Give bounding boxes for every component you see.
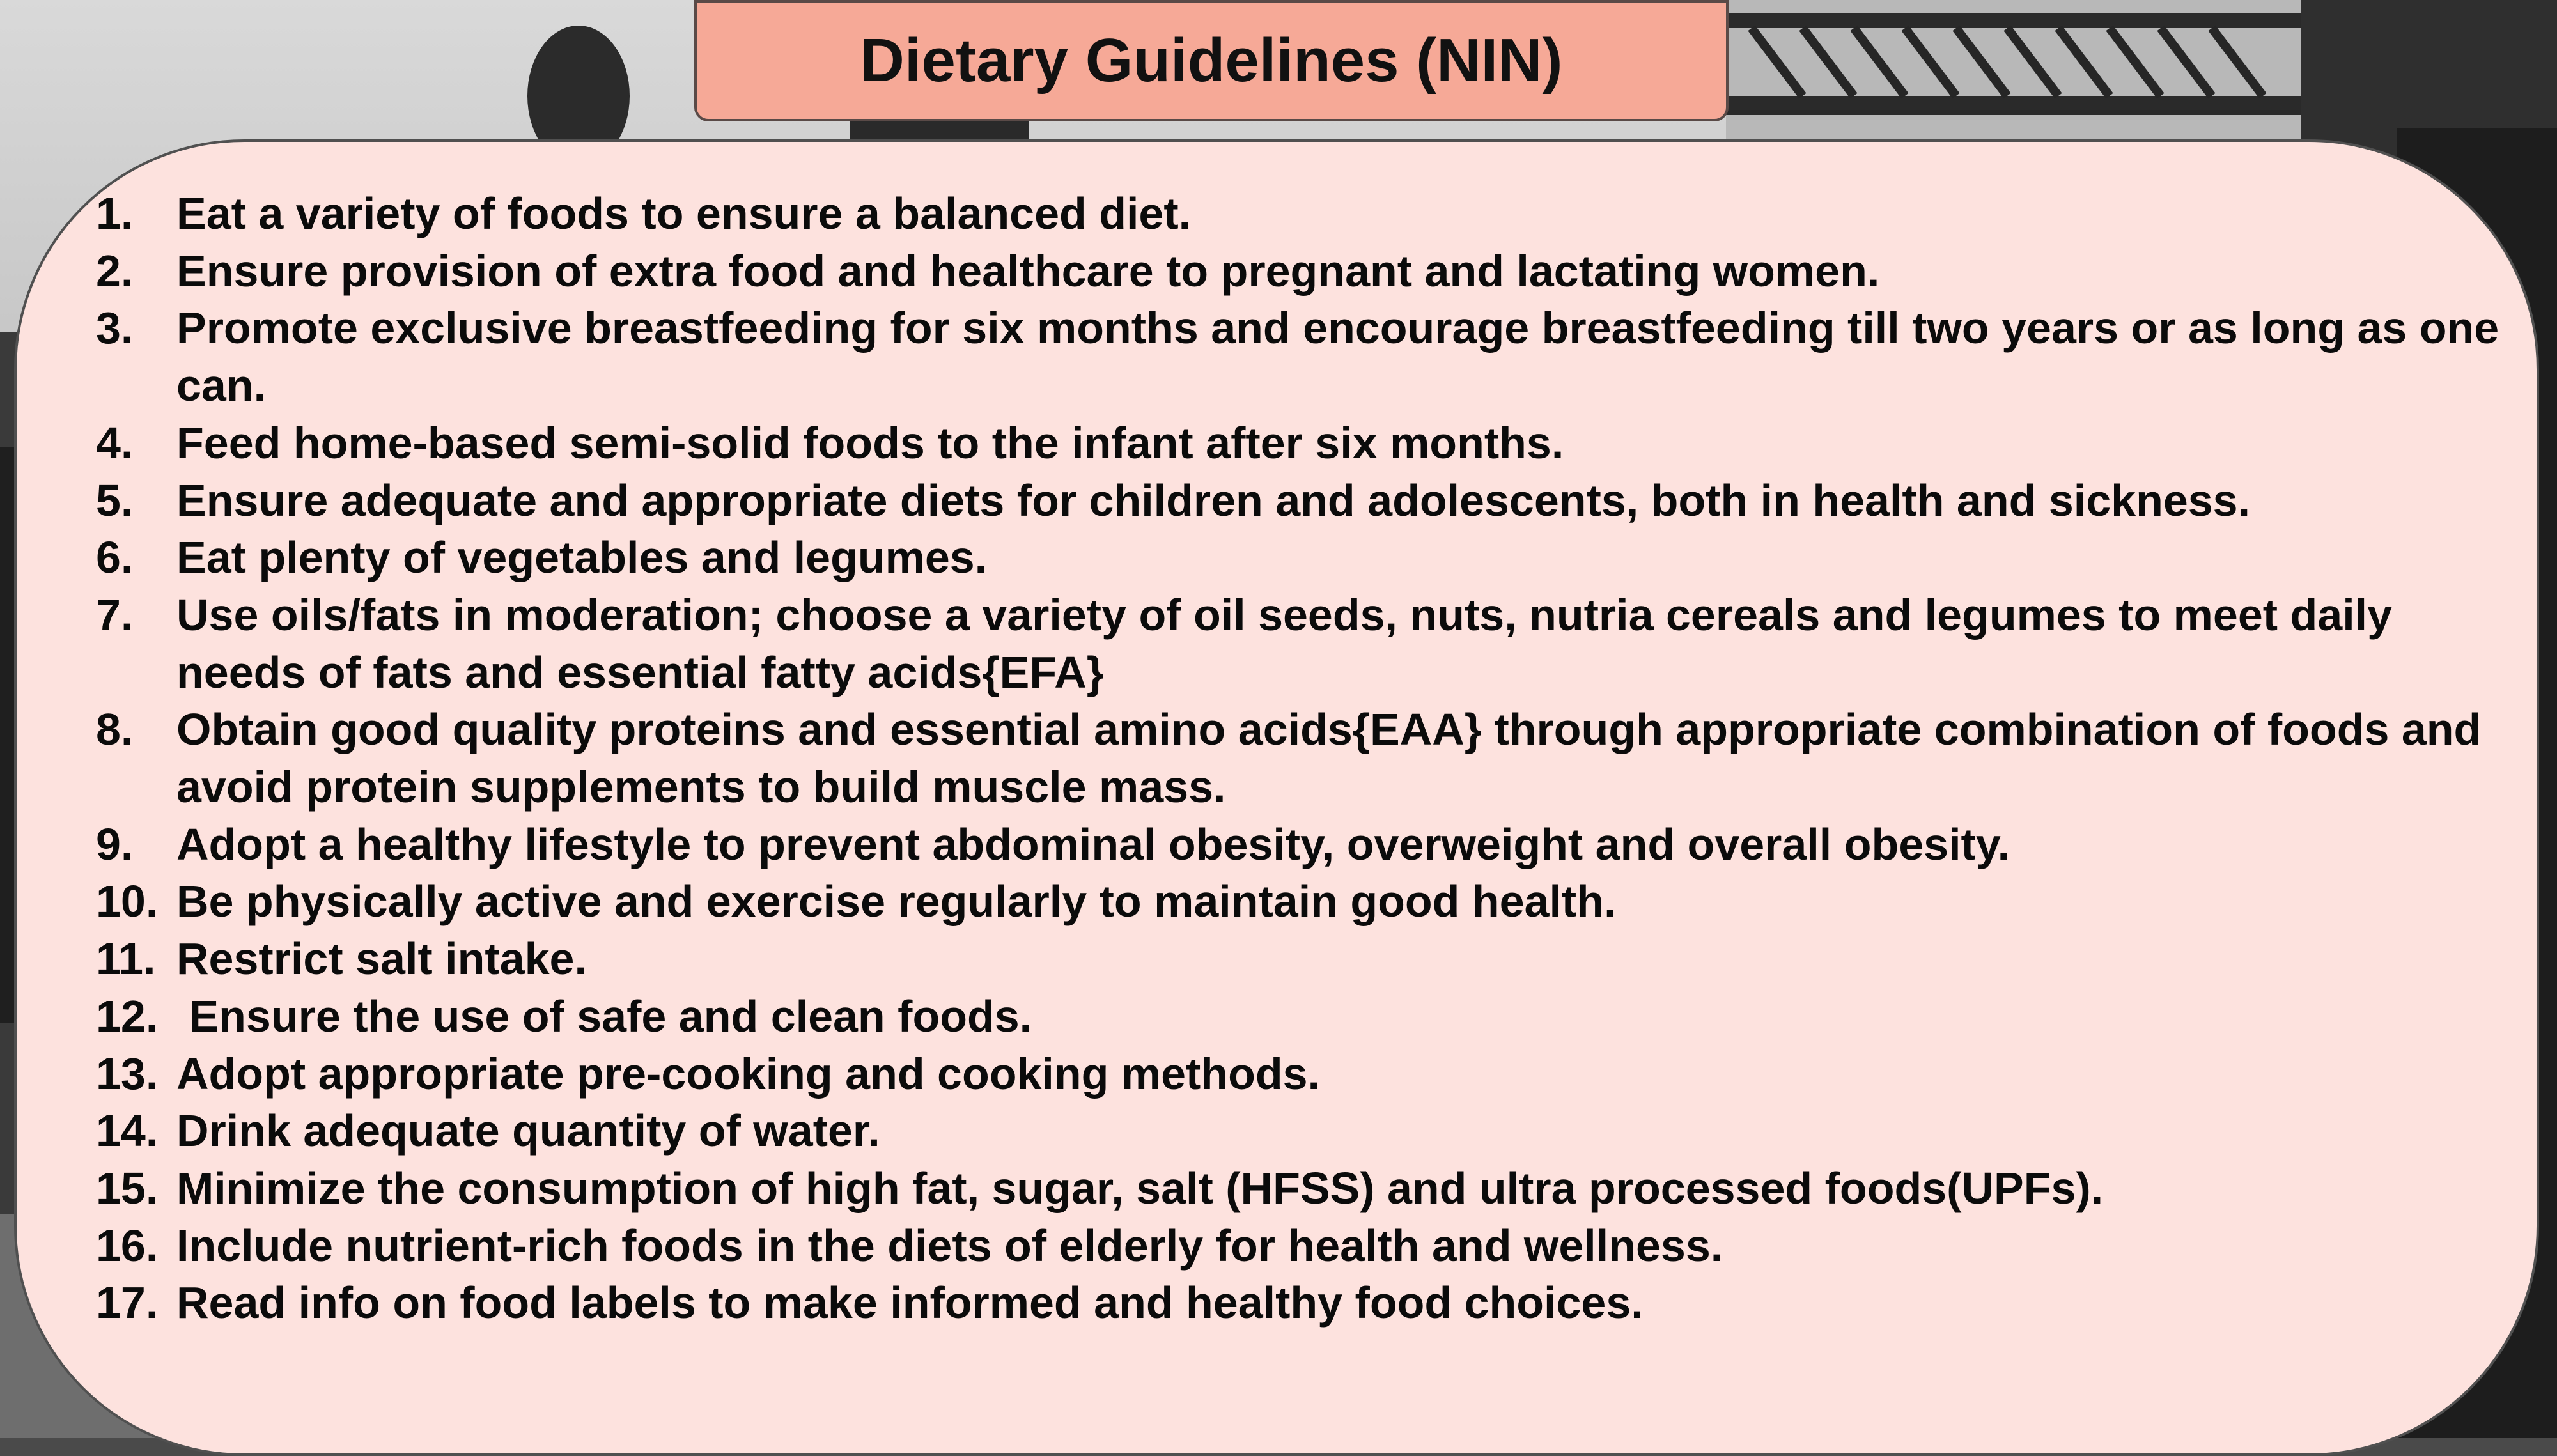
item-text: Adopt a healthy lifestyle to prevent abdominal obesity, overweight and overall obesity.	[176, 819, 2010, 869]
item-number: 12.	[96, 991, 159, 1041]
list-item	[96, 1046, 2512, 1103]
list-item	[96, 185, 2512, 243]
item-text: Be physically active and exercise regularly to maintain good health.	[176, 876, 1617, 927]
item-text: Ensure the use of safe and clean foods.	[176, 991, 1032, 1041]
list-item	[96, 931, 2512, 988]
item-text: Eat plenty of vegetables and legumes.	[176, 532, 988, 583]
list-item	[96, 701, 2512, 816]
list-item	[96, 1274, 2512, 1332]
item-number: 14.	[96, 1106, 159, 1156]
title-banner	[694, 0, 1729, 121]
list-item	[96, 988, 2512, 1046]
item-number: 3.	[96, 303, 134, 353]
item-number: 8.	[96, 704, 134, 755]
item-text: Minimize the consumption of high fat, sugar, salt (HFSS) and ultra processed foods(UPFs).	[176, 1163, 2104, 1213]
list-item	[96, 300, 2512, 414]
item-number: 17.	[96, 1278, 159, 1328]
list-item	[96, 587, 2512, 701]
item-text: Restrict salt intake.	[176, 934, 587, 984]
item-text: Adopt appropriate pre-cooking and cooking methods.	[176, 1048, 1320, 1099]
list-item	[96, 529, 2512, 587]
list-item	[96, 1103, 2512, 1160]
item-number: 4.	[96, 417, 134, 468]
item-text: Promote exclusive breastfeeding for six months and encourage breastfeeding till two years or as long as one can.	[176, 303, 2499, 411]
item-number: 2.	[96, 245, 134, 296]
item-text: Obtain good quality proteins and essential amino acids{EAA} through appropriate combination of foods and avoid protein supplements to build muscle mass.	[176, 704, 2482, 812]
list-item	[96, 1218, 2512, 1275]
item-number: 13.	[96, 1048, 159, 1099]
item-text: Include nutrient-rich foods in the diets of elderly for health and wellness.	[176, 1220, 1723, 1271]
list-item	[96, 472, 2512, 530]
item-number: 11.	[96, 934, 156, 984]
list-item	[96, 243, 2512, 300]
item-text: Feed home-based semi-solid foods to the infant after six months.	[176, 417, 1564, 468]
item-number: 15.	[96, 1163, 159, 1213]
list-item	[96, 415, 2512, 472]
item-text: Ensure adequate and appropriate diets for children and adolescents, both in health and sickness.	[176, 475, 2251, 525]
page-title: Dietary Guidelines (NIN)	[860, 26, 1563, 95]
list-item	[96, 816, 2512, 874]
item-number: 16.	[96, 1220, 159, 1271]
item-text: Eat a variety of foods to ensure a balanced diet.	[176, 189, 1192, 238]
list-item	[96, 873, 2512, 931]
item-number: 6.	[96, 532, 134, 583]
item-text: Drink adequate quantity of water.	[176, 1106, 880, 1156]
item-number: 9.	[96, 819, 134, 869]
item-number: 7.	[96, 589, 134, 640]
item-number: 5.	[96, 475, 134, 525]
list-item	[96, 1160, 2512, 1218]
guidelines-list	[96, 185, 2512, 1332]
item-number: 1.	[96, 189, 134, 238]
item-text: Use oils/fats in moderation; choose a variety of oil seeds, nuts, nutria cereals and legumes to meet daily needs of fats and essential fatty acids{EFA}	[176, 589, 2393, 697]
item-number: 10.	[96, 876, 159, 927]
item-text: Read info on food labels to make informed and healthy food choices.	[176, 1278, 1644, 1328]
item-text: Ensure provision of extra food and healthcare to pregnant and lactating women.	[176, 245, 1880, 296]
